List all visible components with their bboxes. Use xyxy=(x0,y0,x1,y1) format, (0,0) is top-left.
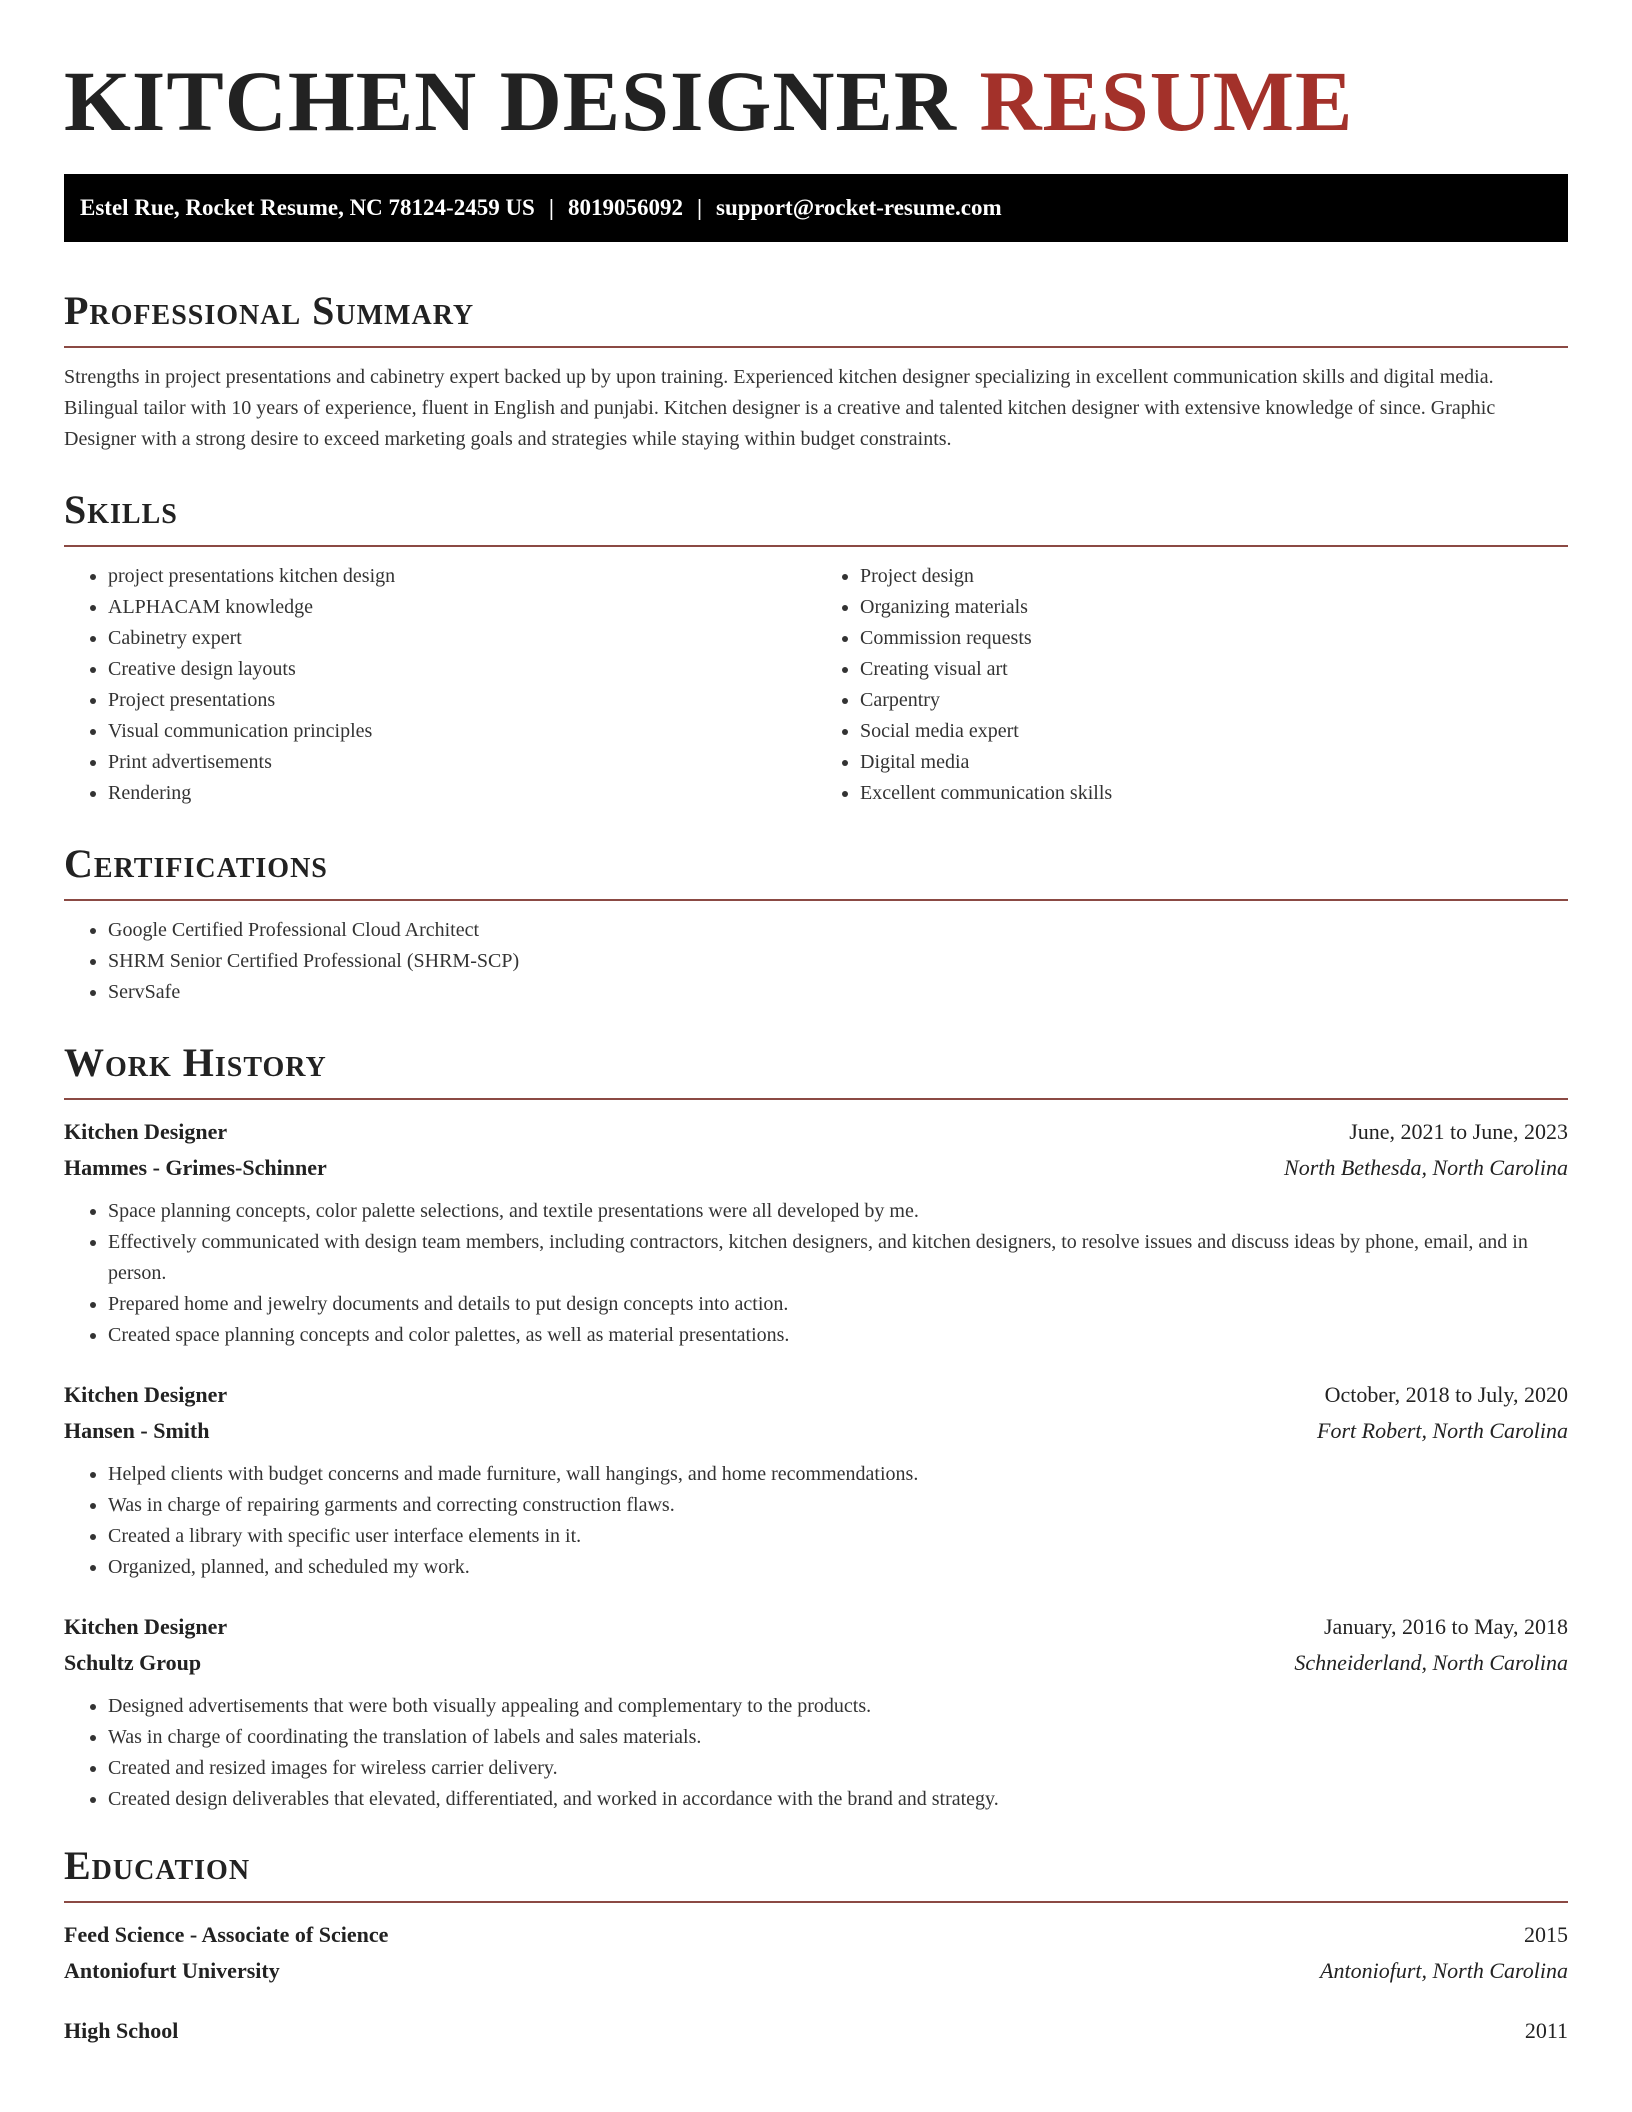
education-degree: High School xyxy=(64,2018,179,2043)
skill-item: • Excellent communication skills xyxy=(860,778,1568,809)
summary-text: Strengths in project presentations and cabinetry expert backed up by upon training. Experienced kitchen designer specializing in excellent communication skills and digital media. Bilingual tailor with 10 years of experience, fluent in English and punjabi. Kitchen designer is a creative and talented kitchen designer with extensive knowledge of since. Graphic Designer with a strong desire to exceed marketing goals and strategies while staying within budget constraints. xyxy=(64,366,1496,450)
job-entry xyxy=(64,1377,1568,1583)
certifications-section xyxy=(64,839,1568,1008)
job-location: Schneiderland, North Carolina xyxy=(1294,1650,1568,1675)
job-bullet: • Effectively communicated with design team members, including contractors, kitchen designers, and kitchen designers, to resolve issues and discuss ideas by phone, email, and in person. xyxy=(108,1227,1568,1289)
contact-email: support@rocket-resume.com xyxy=(716,195,1002,220)
education-year: 2015 xyxy=(1524,1922,1568,1947)
education-location: Antoniofurt, North Carolina xyxy=(1320,1958,1568,1983)
skill-item: • Rendering xyxy=(108,778,816,809)
skills-columns xyxy=(64,561,1568,809)
job-location: Fort Robert, North Carolina xyxy=(1317,1418,1568,1443)
skill-item: • Carpentry xyxy=(860,685,1568,716)
contact-separator: | xyxy=(696,195,703,220)
education-section xyxy=(64,1841,1568,2049)
skill-item: • Cabinetry expert xyxy=(108,623,816,654)
section-divider xyxy=(64,1098,1568,1100)
job-title: Kitchen Designer xyxy=(64,1382,228,1407)
certification-item: • Google Certified Professional Cloud Architect xyxy=(108,915,1568,946)
skill-item: • Print advertisements xyxy=(108,747,816,778)
job-bullet: • Was in charge of repairing garments and correcting construction flaws. xyxy=(108,1490,1568,1521)
section-divider xyxy=(64,346,1568,348)
job-dates: October, 2018 to July, 2020 xyxy=(1324,1382,1568,1407)
job-company: Schultz Group xyxy=(64,1650,202,1675)
skill-item: • Organizing materials xyxy=(860,592,1568,623)
section-divider xyxy=(64,1901,1568,1903)
job-company: Hansen - Smith xyxy=(64,1418,210,1443)
skills-section xyxy=(64,485,1568,809)
contact-bar xyxy=(64,174,1568,242)
job-bullet: • Created and resized images for wireless carrier delivery. xyxy=(108,1753,1568,1784)
skill-item: • Creating visual art xyxy=(860,654,1568,685)
job-bullet: • Space planning concepts, color palette selections, and textile presentations were all developed by me. xyxy=(108,1196,1568,1227)
certifications-heading: Certifications xyxy=(64,841,328,886)
education-year: 2011 xyxy=(1524,2018,1568,2043)
work-history-section xyxy=(64,1038,1568,1815)
job-title: Kitchen Designer xyxy=(64,1119,228,1144)
skills-heading: Skills xyxy=(64,487,178,532)
certification-item: • ServSafe xyxy=(108,977,1568,1008)
skill-item: • Visual communication principles xyxy=(108,716,816,747)
summary-section xyxy=(64,286,1568,455)
job-company: Hammes - Grimes-Schinner xyxy=(64,1155,327,1180)
skills-column-right xyxy=(816,561,1568,809)
title-accent: RESUME xyxy=(979,53,1354,149)
job-title: Kitchen Designer xyxy=(64,1614,228,1639)
job-location: North Bethesda, North Carolina xyxy=(1284,1155,1568,1180)
skill-item: • Project design xyxy=(860,561,1568,592)
contact-phone: 8019056092 xyxy=(567,195,683,220)
skill-item: • Social media expert xyxy=(860,716,1568,747)
job-bullet: • Created a library with specific user interface elements in it. xyxy=(108,1521,1568,1552)
contact-address: Estel Rue, Rocket Resume, NC 78124-2459 US xyxy=(80,195,535,220)
job-bullet: • Was in charge of coordinating the translation of labels and sales materials. xyxy=(108,1722,1568,1753)
skill-item: • ALPHACAM knowledge xyxy=(108,592,816,623)
skill-item: • project presentations kitchen design xyxy=(108,561,816,592)
job-bullet: • Prepared home and jewelry documents and details to put design concepts into action. xyxy=(108,1289,1568,1320)
education-school: Antoniofurt University xyxy=(64,1958,280,1983)
title-main: KITCHEN DESIGNER xyxy=(64,53,980,149)
skill-item: • Creative design layouts xyxy=(108,654,816,685)
education-entry xyxy=(64,2013,1568,2049)
job-bullet: • Designed advertisements that were both visually appealing and complementary to the products. xyxy=(108,1691,1568,1722)
job-bullet: • Created design deliverables that elevated, differentiated, and worked in accordance with the brand and strategy. xyxy=(108,1784,1568,1815)
education-heading: Education xyxy=(64,1843,251,1888)
job-dates: January, 2016 to May, 2018 xyxy=(1324,1614,1568,1639)
section-divider xyxy=(64,545,1568,547)
summary-heading: Professional Summary xyxy=(64,288,475,333)
education-degree: Feed Science - Associate of Science xyxy=(64,1922,389,1947)
skill-item: • Commission requests xyxy=(860,623,1568,654)
skills-column-left xyxy=(64,561,816,809)
resume-title xyxy=(64,0,1568,176)
work-history-heading: Work History xyxy=(64,1040,327,1085)
section-divider xyxy=(64,899,1568,901)
job-entry xyxy=(64,1609,1568,1815)
contact-separator: | xyxy=(548,195,554,220)
skill-item: • Project presentations xyxy=(108,685,816,716)
job-bullet: • Organized, planned, and scheduled my work. xyxy=(108,1552,1568,1583)
certification-item: • SHRM Senior Certified Professional (SHRM-SCP) xyxy=(108,946,1568,977)
job-dates: June, 2021 to June, 2023 xyxy=(1349,1119,1568,1144)
job-bullet: • Created space planning concepts and color palettes, as well as material presentations. xyxy=(108,1320,1568,1351)
education-entry xyxy=(64,1917,1568,1989)
skill-item: • Digital media xyxy=(860,747,1568,778)
job-entry xyxy=(64,1114,1568,1351)
job-bullet: • Helped clients with budget concerns and made furniture, wall hangings, and home recommendations. xyxy=(108,1459,1568,1490)
